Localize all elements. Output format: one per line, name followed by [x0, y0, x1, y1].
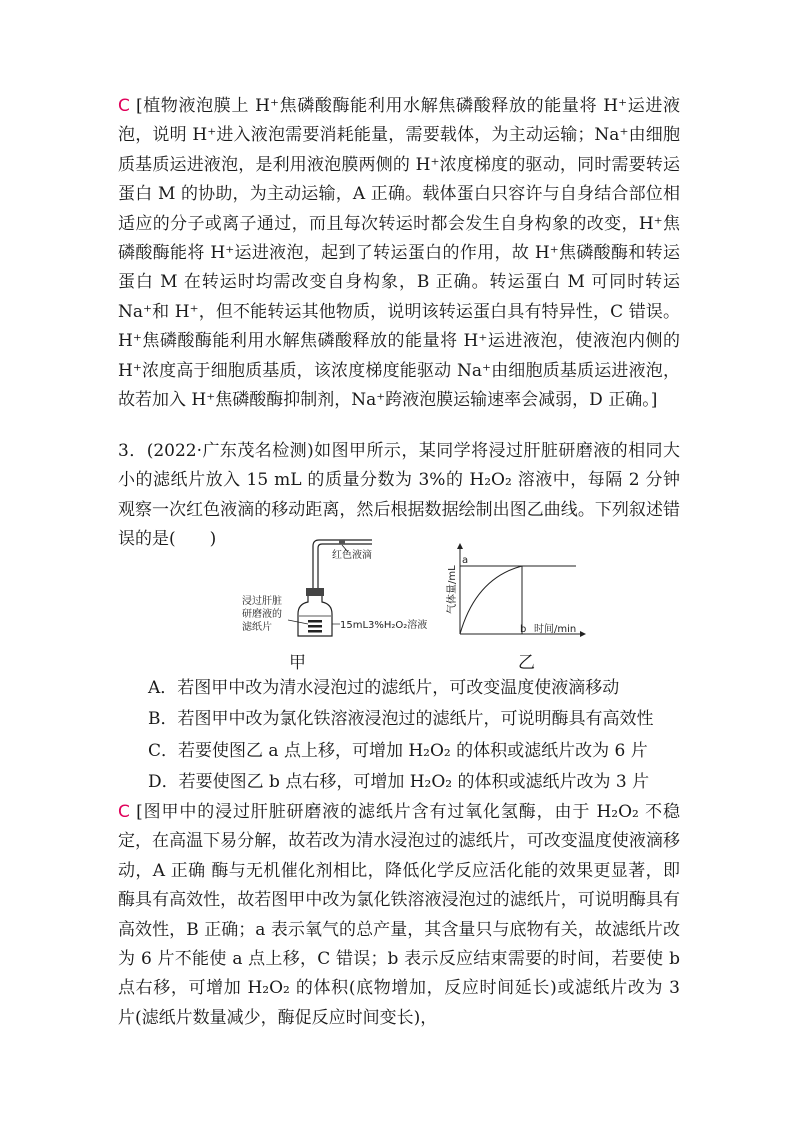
paper-label-3: 滤纸片 [242, 622, 272, 633]
option-d: D．若要使图乙 b 点右移，可增加 H₂O₂ 的体积或滤纸片改为 3 片 [148, 772, 650, 792]
option-a: A．若图甲中改为清水浸泡过的滤纸片，可改变温度使液滴移动 [148, 678, 620, 698]
paper-label-1: 浸过肝脏 [242, 596, 282, 607]
solution-label: 15mL3%H₂O₂溶液 [340, 620, 428, 631]
explanation-paragraph-2 [118, 798, 680, 1033]
x-axis-label: 时间/min [534, 624, 577, 635]
paper-label-2: 研磨液的 [242, 609, 282, 620]
explanation-text: [植物液泡膜上 H⁺焦磷酸酶能利用水解焦磷酸释放的能量将 H⁺运进液泡，说明 H⁺进入液泡需要消耗能量，需要载体，为主动运输；Na⁺由细胞质基质运进液泡，是利用液泡膜两侧的 H⁺浓度梯度的驱动，同时需要转运蛋白 M 的协助，为主动运输，A 正确。载体蛋白只容许与自身结合部位相适应的分子或离子通过，而且每次转运时都会发生自身构象的改变，H⁺焦磷酸酶能将 H⁺运进液泡，起到了转运蛋白的作用，故 H⁺焦磷酸酶和转运蛋白 M 在转运时均需改变自身构象，B 正确。转运蛋白 M 可同时转运 Na⁺和 H⁺，但不能转运其他物质，说明该转运蛋白具有特异性，C 错误。H⁺焦磷酸酶能利用水解焦磷酸释放的能量将 H⁺运进液泡，使液泡内侧的 H⁺浓度高于细胞质基质，该浓度梯度能驱动 Na⁺由细胞质基质运进液泡，故若加入 H⁺焦磷酸酶抑制剂，Na⁺跨液泡膜运输速率会减弱，D 正确。] [118, 96, 680, 411]
figure-yi-caption: 乙 [518, 653, 535, 673]
question-3-stem: 3．(2022·广东茂名检测)如图甲所示，某同学将浸过肝脏研磨液的相同大小的滤纸片放入 15 mL 的质量分数为 3%的 H₂O₂ 溶液中，每隔 2 分钟观察一次红色液滴的移动距离，然后根据数据绘制出图乙曲线。下列叙述错误的是( ) [118, 441, 680, 550]
filter-paper [308, 625, 322, 628]
option-c: C．若要使图乙 a 点上移，可增加 H₂O₂ 的体积或滤纸片改为 6 片 [148, 741, 648, 761]
figure-yi-graph [440, 542, 590, 642]
option-b: B．若图甲中改为氯化铁溶液浸泡过的滤纸片，可说明酶具有高效性 [148, 709, 654, 729]
answer-letter: C [118, 96, 130, 116]
y-axis-label: 气体量/mL [447, 565, 458, 614]
figure-jia-caption: 甲 [289, 653, 306, 673]
answer-letter: C [118, 802, 130, 822]
point-a-label: a [462, 555, 469, 566]
figure-jia-apparatus [240, 536, 440, 640]
explanation-text: [图甲中的浸过肝脏研磨液的滤纸片含有过氧化氢酶，由于 H₂O₂ 不稳定，在高温下易分解，故若改为清水浸泡过的滤纸片，可改变温度使液滴移动，A 正确 酶与无机催化剂相比，降低化学反应活化能的效果更显著，即酶具有高效性，故若图甲中改为氯化铁溶液浸泡过的滤纸片，可说明酶具有高效性，B 正确；a 表示氧气的总产量，其含量只与底物有关，故滤纸片改为 6 片不能使 a 点上移，C 错误；b 表示反应结束需要的时间，若要使 b 点右移，可增加 H₂O₂ 的体积(底物增加，反应时间延长)或滤纸片改为 3 片(滤纸片数量减少，酶促反应时间变长)， [118, 802, 680, 1028]
droplet-label: 红色液滴 [332, 550, 372, 561]
red-droplet [339, 540, 345, 544]
point-b-label: b [520, 624, 527, 635]
filter-paper [308, 630, 322, 633]
stopper [306, 588, 324, 596]
filter-paper [308, 620, 322, 623]
explanation-paragraph-1 [118, 92, 680, 415]
